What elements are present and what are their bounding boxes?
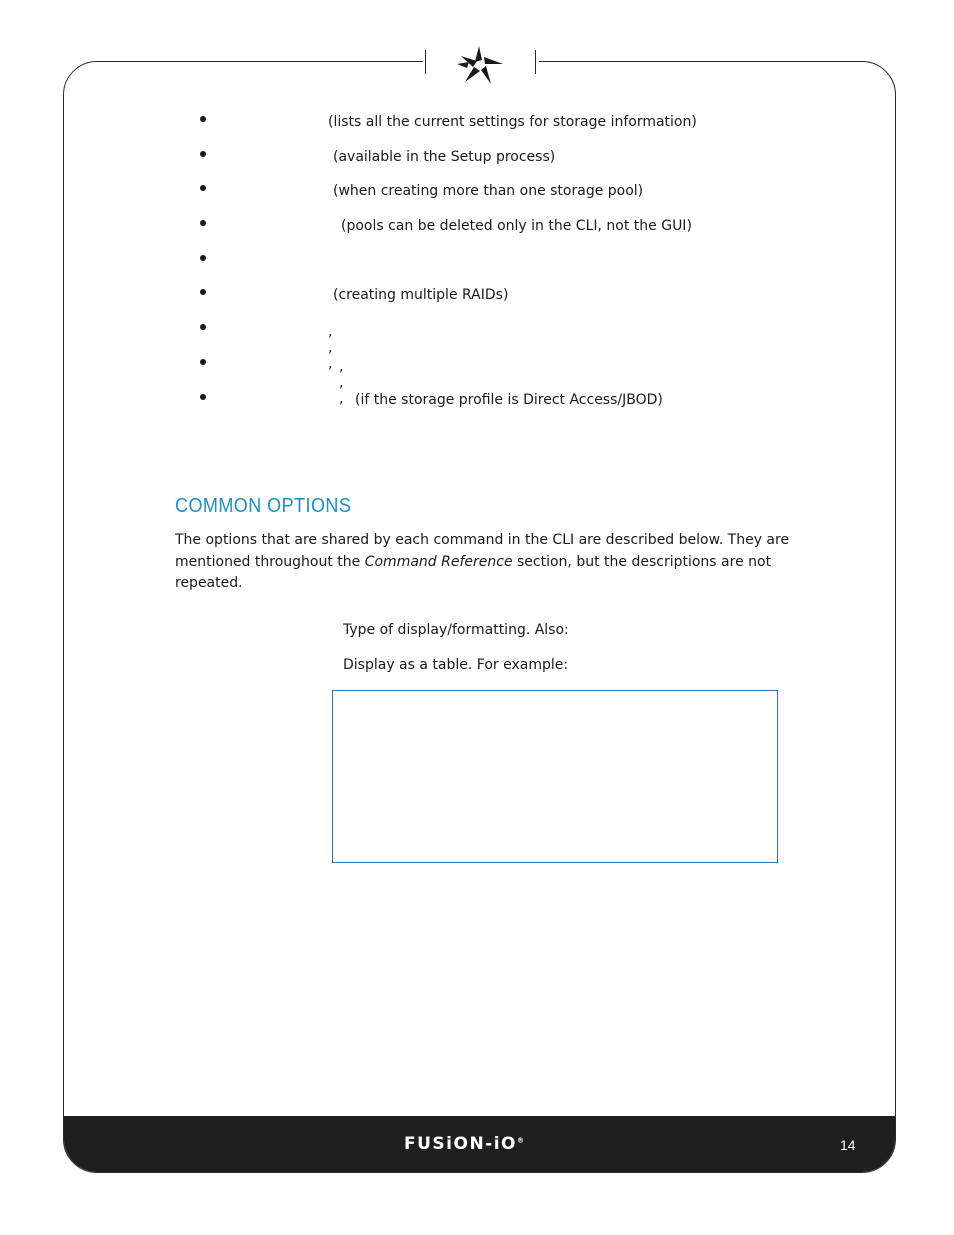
footer-trademark: ® <box>517 1136 525 1145</box>
bullet-description: (pools can be deleted only in the CLI, not the GUI) <box>341 218 692 235</box>
option-table-description: Display as a table. For example: <box>343 657 569 673</box>
bullet-commas: , , , <box>328 324 333 373</box>
bullet-description: (creating multiple RAIDs) <box>333 287 509 304</box>
bullet-icon <box>200 151 206 157</box>
footer-brand-logo <box>404 1134 524 1154</box>
footer-brand-text: FUSiON-iO <box>404 1134 518 1154</box>
bullet-description: (when creating more than one storage pool) <box>333 183 644 200</box>
bullet-icon <box>200 359 206 365</box>
section-paragraph <box>175 530 825 595</box>
page-number: 14 <box>840 1137 856 1153</box>
bullet-commas: , , , <box>339 358 344 407</box>
bullet-icon <box>200 394 206 400</box>
bullet-description: (lists all the current settings for storage information) <box>328 114 697 130</box>
fusion-io-star-icon <box>451 42 507 88</box>
option-type-description: Type of display/formatting. Also: <box>343 622 569 638</box>
paragraph-text: section, but the descriptions are not repeated. <box>175 553 772 591</box>
frame-tick-left <box>425 50 426 74</box>
example-code-box <box>332 690 778 863</box>
paragraph-text: The options that are shared by each command in the CLI are described below. They are mentioned throughout the <box>175 532 790 570</box>
bullet-description: (if the storage profile is Direct Access/JBOD) <box>355 391 663 408</box>
bullet-description: (available in the Setup process) <box>333 148 556 165</box>
frame-tick-right <box>535 50 536 74</box>
paragraph-italic: Command Reference <box>364 553 513 570</box>
bullet-icon <box>200 116 206 122</box>
section-heading: COMMON OPTIONS <box>175 495 352 517</box>
bullet-icon <box>200 255 206 261</box>
